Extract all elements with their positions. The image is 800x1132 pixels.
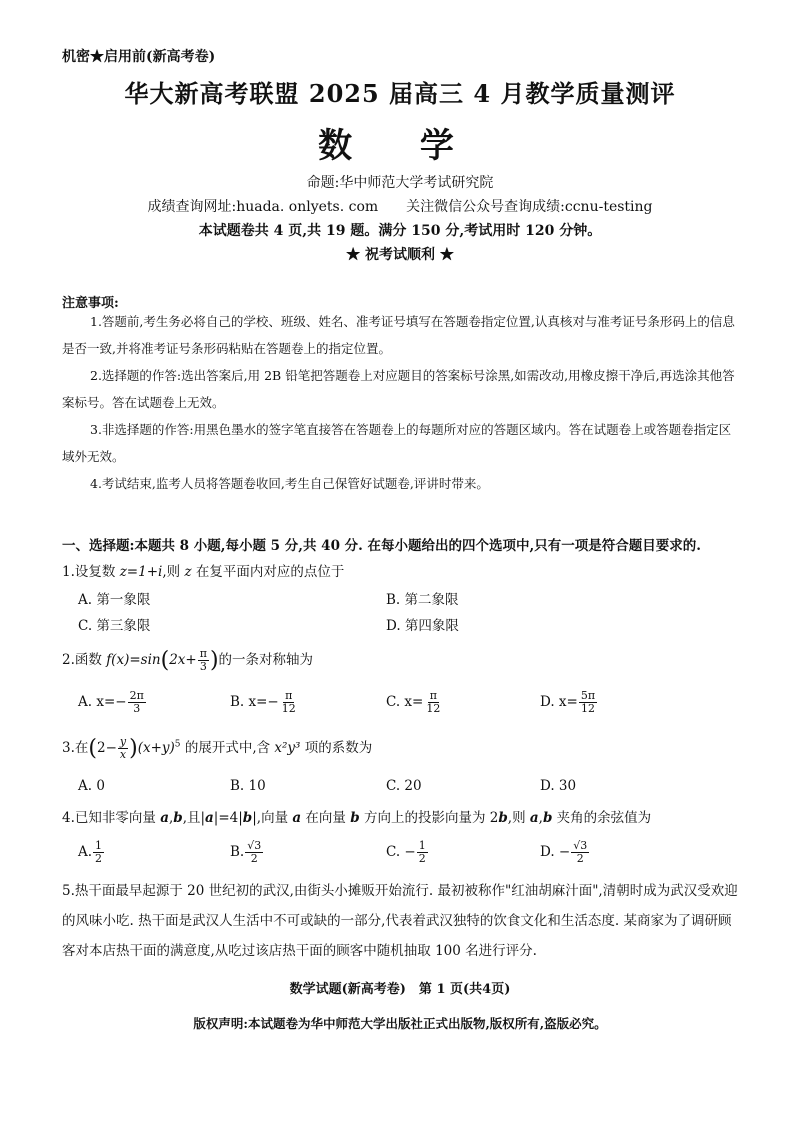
option-c: C. 20	[386, 778, 422, 794]
math-expression: (x+y)	[137, 740, 175, 756]
vector-b: b	[542, 810, 553, 826]
question-number: 2.	[62, 652, 75, 668]
fraction	[571, 840, 589, 865]
denominator: 2	[250, 852, 258, 865]
right-paren: )	[209, 648, 219, 673]
question-2	[62, 648, 313, 673]
vector-b: b	[173, 810, 183, 826]
option-label: C. −	[386, 844, 416, 860]
option-label: B.	[230, 844, 245, 860]
question-text: 的展开式中,含	[180, 740, 275, 756]
question-text: ,则	[162, 564, 185, 580]
option-label: C. x=	[386, 694, 424, 710]
question-5: 5.热干面最早起源于 20 世纪初的武汉,由街头小摊贩开始流行. 最初被称作"红油胡麻汁面",清朝时成为武汉受欢迎的风味小吃. 热干面是武汉人生活中不可或缺的一部分,代表着武汉独特的饮食文化和生活态度. 某商家为了调研顾客对本店热干面的满意度,从吃过该店热干面的顾客中随机抽取 100 名进行评分.	[62, 883, 738, 959]
vector-b: b	[350, 810, 360, 826]
score-query-line: 成绩查询网址:huada. onlyets. com 关注微信公众号查询成绩:ccnu-testing	[147, 199, 653, 215]
subject-title: 数 学	[318, 126, 482, 166]
fraction	[198, 648, 209, 673]
numerator: 1	[95, 839, 103, 852]
option-b	[230, 840, 264, 865]
notice-list	[62, 308, 742, 497]
question-3	[62, 736, 372, 761]
question-text: 方向上的投影向量为 2	[359, 810, 499, 826]
math-expression: f(x)=sin	[106, 652, 161, 668]
fraction	[417, 840, 428, 865]
question-number: 4.	[62, 810, 75, 826]
option-label: A. x=−	[78, 694, 127, 710]
option-label: D. −	[540, 844, 571, 860]
question-text: ,则	[507, 810, 530, 826]
copyright-notice: 版权声明:本试题卷为华中师范大学出版社正式出版物,版权所有,盗版必究。	[193, 1016, 607, 1031]
fraction	[424, 690, 442, 715]
denominator: 3	[199, 660, 207, 673]
question-text: 函数	[74, 652, 107, 668]
question-text: 在向量	[301, 810, 351, 826]
question-text: 在复平面内对应的点位于	[191, 564, 345, 580]
exam-info-line: 本试题卷共 4 页,共 19 题。满分 150 分,考试用时 120 分钟。	[198, 223, 602, 239]
question-text: 已知非零向量	[74, 810, 161, 826]
fraction	[579, 690, 597, 715]
math-expression: z=1+i	[119, 564, 163, 580]
numerator: √3	[573, 839, 588, 852]
option-c: C. 第三象限	[78, 618, 151, 634]
option-d	[540, 690, 598, 715]
denominator: x	[119, 748, 127, 761]
denominator: 2	[576, 852, 584, 865]
fraction	[118, 736, 128, 761]
option-c	[386, 690, 443, 715]
question-text: |,向量	[252, 810, 293, 826]
numerator: 1	[418, 839, 426, 852]
question-text: 在	[74, 740, 89, 756]
right-paren: )	[129, 736, 138, 761]
left-paren: (	[88, 736, 97, 761]
question-text: 项的系数为	[300, 740, 373, 756]
fraction	[245, 840, 263, 865]
question-number: 1.	[62, 564, 75, 580]
option-a	[78, 840, 105, 865]
question-text: 的一条对称轴为	[218, 652, 314, 668]
question-4	[62, 806, 651, 826]
punctuation: ,	[538, 810, 543, 826]
notice-item: 3.非选择题的作答:用黑色墨水的签字笔直接答在答题卷上的每题所对应的答题区域内。答在试题卷上或答题卷指定区域外无效。	[62, 422, 732, 464]
vector-b: b	[498, 810, 508, 826]
option-a: A. 第一象限	[78, 592, 151, 608]
numerator: π	[285, 689, 293, 702]
question-text: ,且|	[182, 810, 206, 826]
vector-a: a	[160, 810, 169, 826]
option-a	[78, 690, 147, 715]
exponent: 5	[174, 739, 181, 750]
page-footer: 数学试题(新高考卷) 第 1 页(共4页)	[289, 982, 511, 997]
numerator: y	[119, 735, 127, 748]
denominator: 12	[426, 702, 441, 715]
denominator: 2	[418, 852, 426, 865]
fraction	[93, 840, 104, 865]
option-label: D. x=	[540, 694, 578, 710]
vector-b: b	[242, 810, 253, 826]
option-d: D. 30	[540, 778, 577, 794]
denominator: 3	[133, 702, 141, 715]
math-variable: z	[184, 564, 192, 580]
question-text: 设复数	[74, 564, 120, 580]
option-a: A. 0	[78, 778, 105, 794]
question-number: 3.	[62, 740, 75, 756]
fraction	[280, 690, 298, 715]
math-expression: 2−	[96, 740, 117, 756]
option-d: D. 第四象限	[386, 618, 459, 634]
fraction	[128, 690, 146, 715]
option-b	[230, 690, 299, 715]
option-label: A.	[78, 844, 93, 860]
denominator: 2	[95, 852, 103, 865]
numerator: 2π	[129, 689, 144, 702]
author-line: 命题:华中师范大学考试研究院	[306, 175, 494, 191]
good-luck-line: ★ 祝考试顺利 ★	[346, 247, 454, 263]
question-text: 夹角的余弦值为	[552, 810, 652, 826]
numerator: π	[199, 647, 207, 660]
math-expression: x²y³	[274, 740, 301, 756]
question-1	[62, 560, 344, 580]
notice-item: 1.答题前,考生务必将自己的学校、班级、姓名、准考证号填写在答题卷指定位置,认真核对与准考证号条形码上的信息是否一致,并将准考证号条形码粘贴在答题卷上的指定位置。	[62, 314, 735, 356]
math-expression: 2x+	[169, 652, 197, 668]
option-b: B. 第二象限	[386, 592, 459, 608]
question-text: |=4|	[213, 810, 243, 826]
notice-heading: 注意事项:	[62, 296, 119, 311]
numerator: 5π	[580, 689, 596, 702]
exam-title: 华大新高考联盟 2025 届高三 4 月教学质量测评	[124, 79, 676, 108]
vector-a: a	[292, 810, 302, 826]
vector-a: a	[529, 810, 539, 826]
punctuation: ,	[168, 810, 174, 826]
section-heading: 一、选择题:本题共 8 小题,每小题 5 分,共 40 分. 在每小题给出的四个选项中,只有一项是符合题目要求的.	[62, 538, 701, 554]
numerator: π	[429, 689, 437, 702]
option-c	[386, 840, 429, 865]
confidential-label: 机密★启用前(新高考卷)	[62, 49, 216, 65]
notice-item: 2.选择题的作答:选出答案后,用 2B 铅笔把答题卷上对应题目的答案标号涂黑,如需改动,用橡皮擦干净后,再选涂其他答案标号。答在试题卷上无效。	[62, 368, 735, 410]
option-d	[540, 840, 590, 865]
notice-item: 4.考试结束,监考人员将答题卷收回,考生自己保管好试题卷,评讲时带来。	[90, 476, 489, 491]
option-b: B. 10	[230, 778, 266, 794]
denominator: 12	[580, 702, 595, 715]
left-paren: (	[160, 648, 170, 673]
option-label: B. x=−	[230, 694, 279, 710]
numerator: √3	[247, 839, 262, 852]
denominator: 12	[281, 702, 296, 715]
vector-a: a	[205, 810, 214, 826]
